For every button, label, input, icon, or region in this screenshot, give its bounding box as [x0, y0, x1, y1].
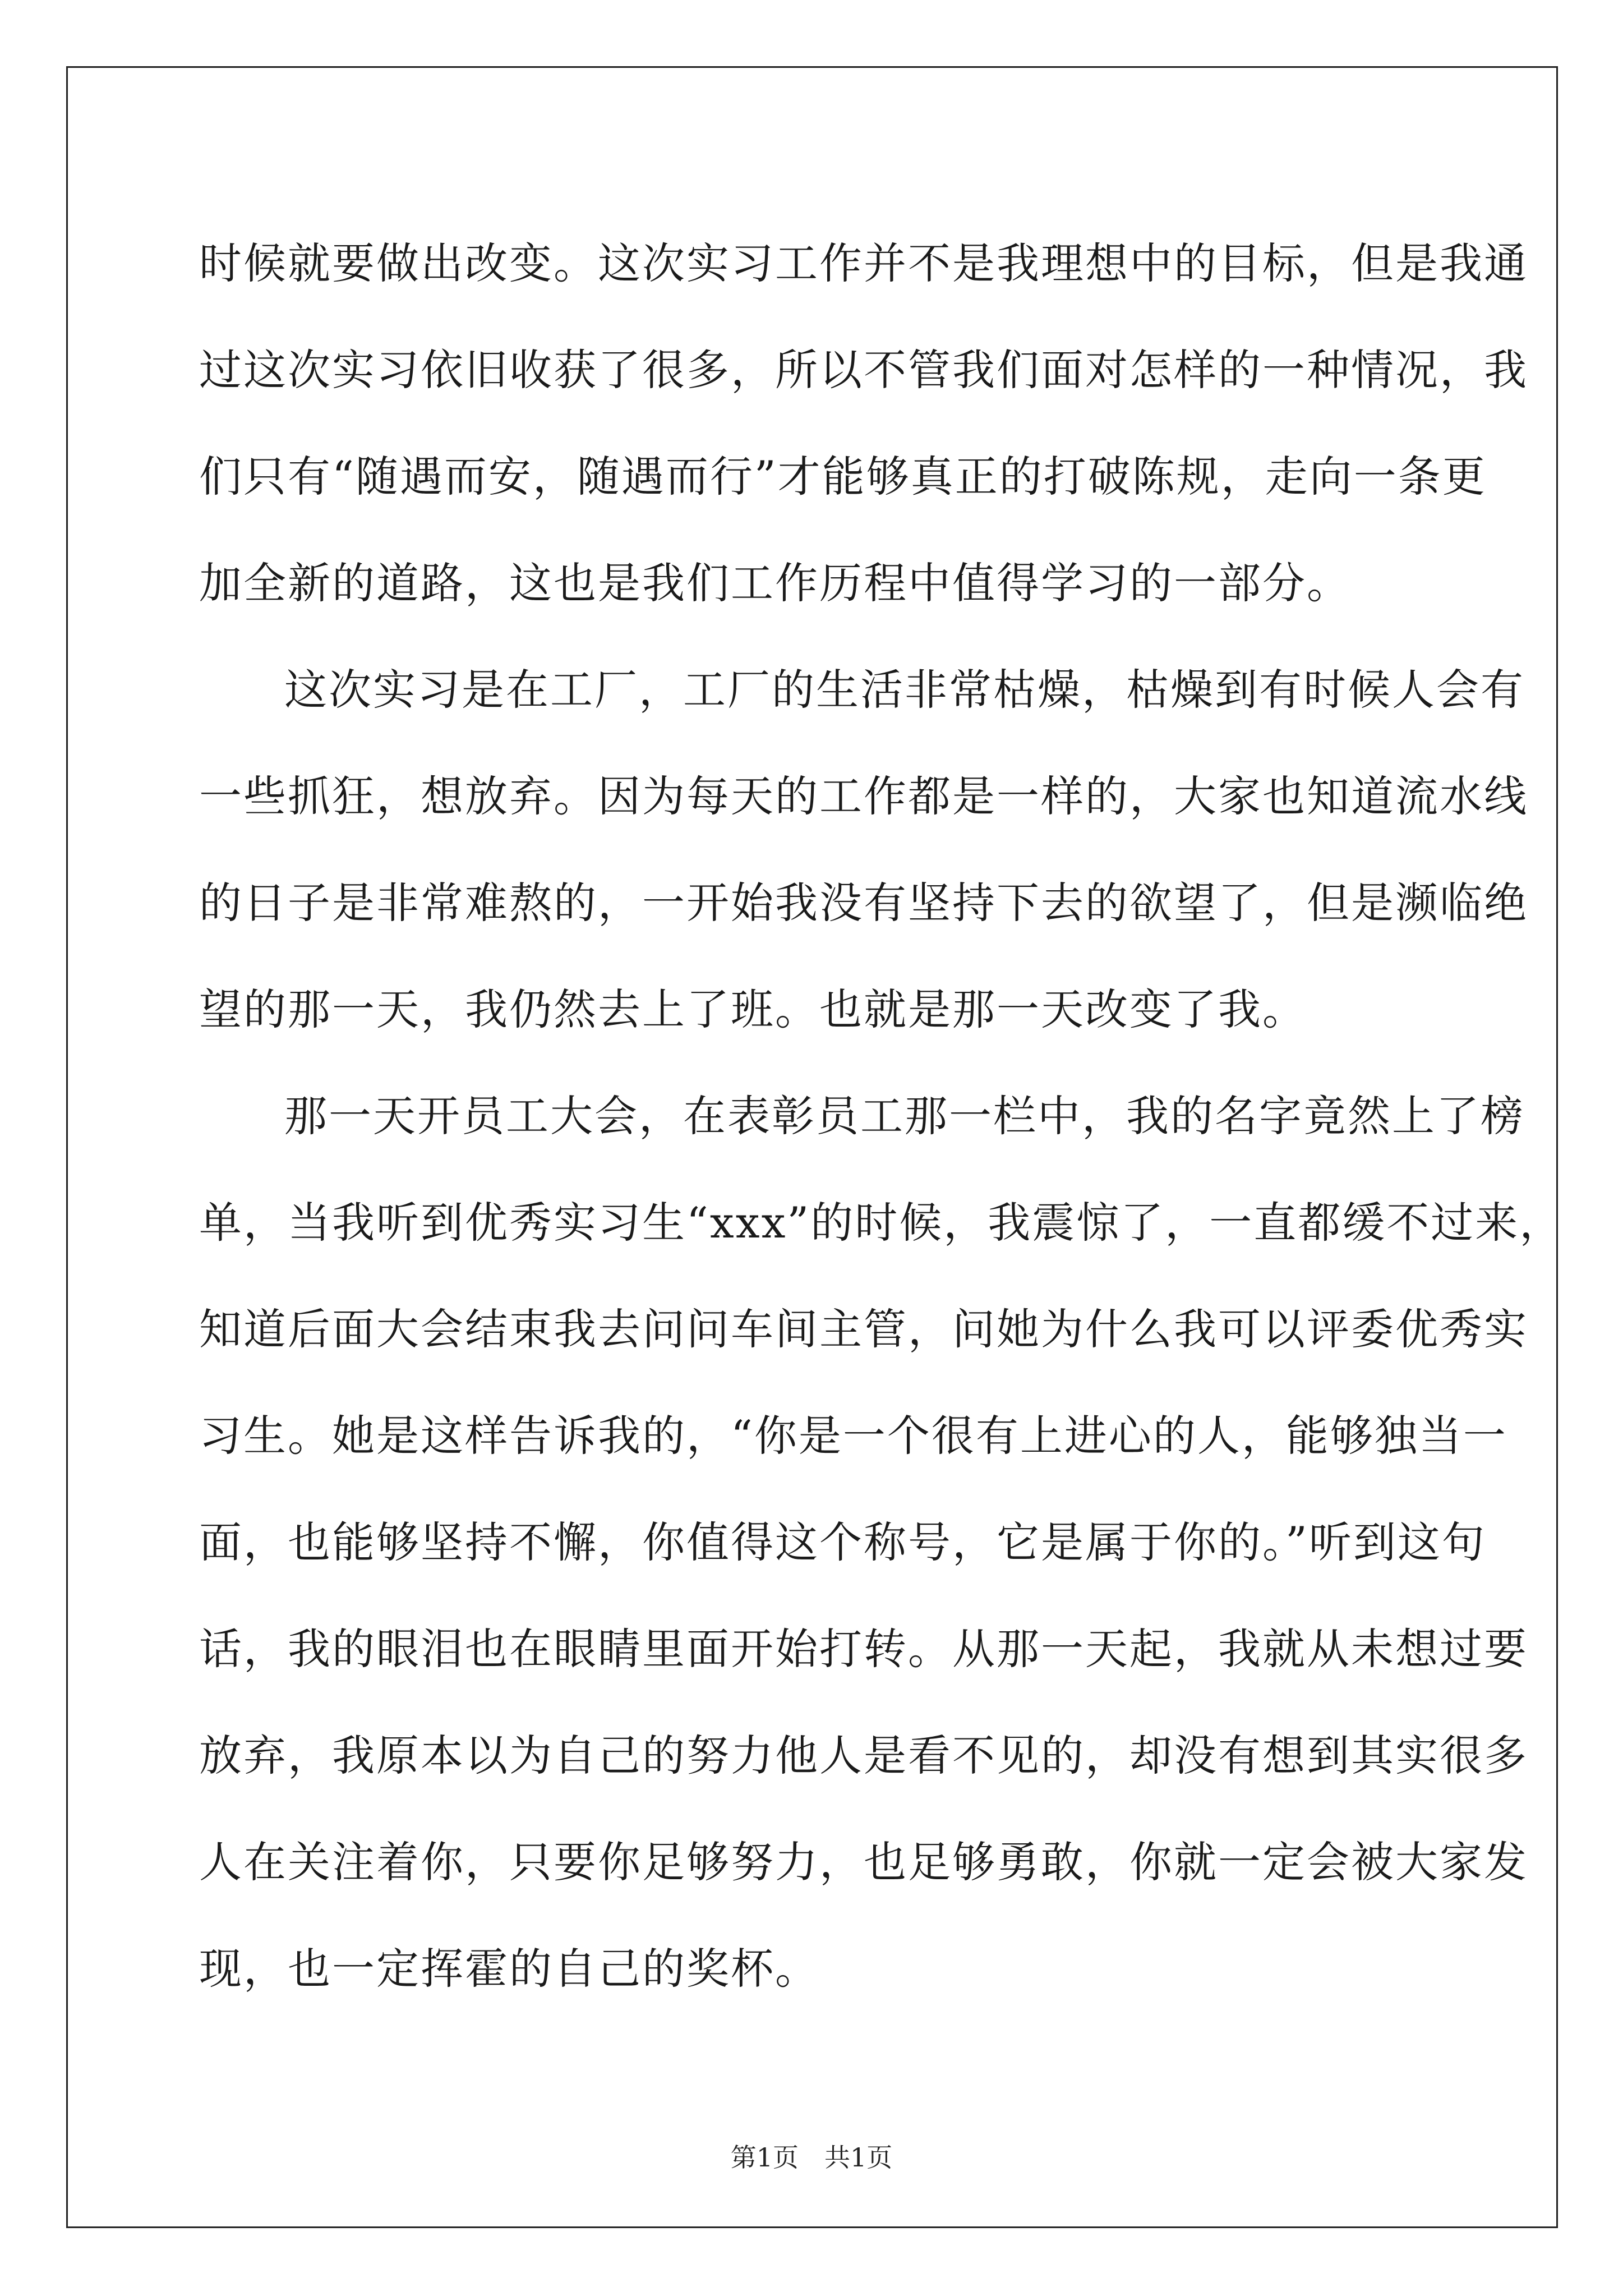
text-line: 们只有“随遇而安，随遇而行”才能够真正的打破陈规，走向一条更 — [199, 452, 1487, 501]
paragraph-1 — [199, 210, 1528, 637]
text-line: 话，我的眼泪也在眼睛里面开始打转。从那一天起，我就从未想过要 — [199, 1624, 1528, 1674]
text-line: 一些抓狂，想放弃。因为每天的工作都是一样的，大家也知道流水线 — [199, 771, 1528, 821]
text-line: 加全新的道路，这也是我们工作历程中值得学习的一部分。 — [199, 558, 1351, 608]
text-line: 习生。她是这样告诉我的，“你是一个很有上进心的人，能够独当一 — [199, 1411, 1507, 1461]
text-line: 知道后面大会结束我去问问车间主管，问她为什么我可以评委优秀实 — [199, 1304, 1528, 1354]
paragraph-3 — [199, 1063, 1564, 2022]
text-line: 放弃，我原本以为自己的努力他人是看不见的，却没有想到其实很多 — [199, 1731, 1528, 1780]
text-line: 望的那一天，我仍然去上了班。也就是那一天改变了我。 — [199, 984, 1307, 1034]
paragraph-2 — [199, 637, 1528, 1063]
document-body — [199, 210, 1564, 2022]
text-line: 过这次实习依旧收获了很多，所以不管我们面对怎样的一种情况，我 — [199, 345, 1528, 395]
text-line: 这次实习是在工厂，工厂的生活非常枯燥，枯燥到有时候人会有 — [284, 665, 1525, 715]
text-line: 人在关注着你，只要你足够努力，也足够勇敢，你就一定会被大家发 — [199, 1837, 1528, 1887]
text-line: 那一天开员工大会，在表彰员工那一栏中，我的名字竟然上了榜 — [284, 1091, 1525, 1141]
page-number-footer: 第1页 共1页 — [730, 2142, 893, 2173]
text-line: 的日子是非常难熬的，一开始我没有坚持下去的欲望了，但是濒临绝 — [199, 878, 1528, 928]
text-line: 面，也能够坚持不懈，你值得这个称号，它是属于你的。”听到这句 — [199, 1517, 1486, 1567]
text-line: 现，也一定挥霍的自己的奖杯。 — [199, 1944, 819, 1994]
text-line: 单，当我听到优秀实习生“xxx”的时候，我震惊了，一直都缓不过来， — [199, 1198, 1564, 1248]
text-line: 时候就要做出改变。这次实习工作并不是我理想中的目标，但是我通 — [199, 238, 1528, 288]
